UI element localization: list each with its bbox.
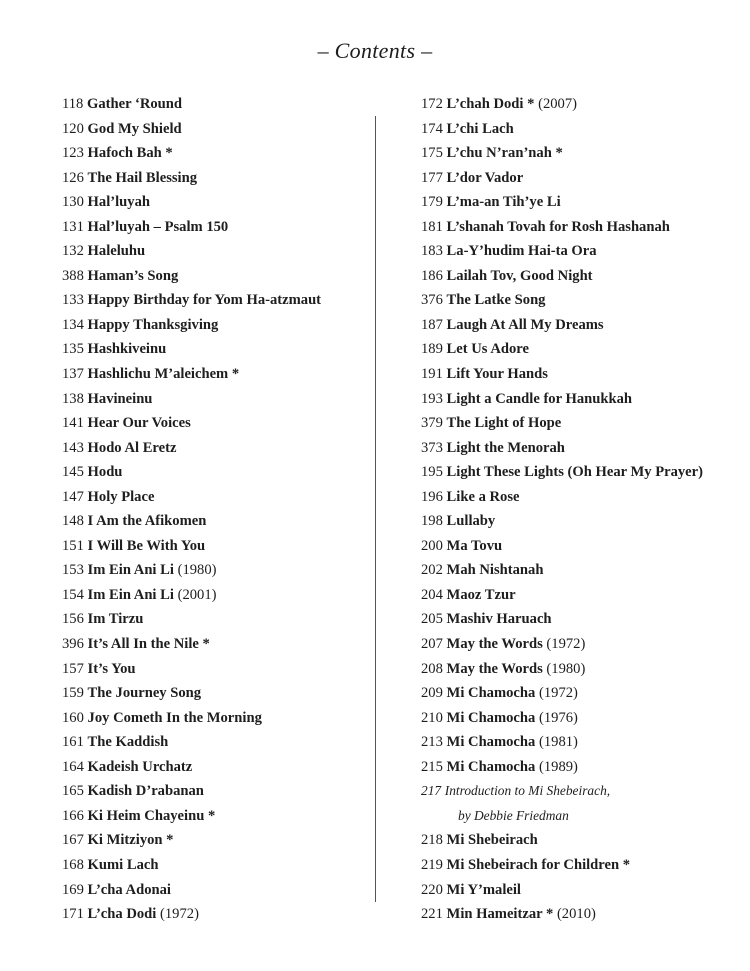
entry-title: Maoz Tzur — [446, 586, 516, 603]
contents-entry — [62, 166, 321, 191]
contents-entry — [62, 878, 321, 903]
entry-title: Joy Cometh In the Morning — [87, 709, 262, 726]
contents-entry — [62, 534, 321, 559]
contents-entry — [62, 239, 321, 264]
entry-title: The Latke Song — [446, 292, 546, 309]
entry-page-number: 177 — [421, 169, 443, 186]
contents-column-left — [62, 92, 321, 927]
entry-page-number: 138 — [62, 390, 84, 407]
entry-year: (1980) — [177, 562, 217, 579]
entry-page-number: 143 — [62, 439, 84, 456]
entry-page-number: 202 — [421, 562, 443, 579]
entry-page-number: 166 — [62, 807, 84, 824]
entry-title: Hal’luyah — [87, 194, 150, 211]
entry-page-number: 191 — [421, 366, 443, 383]
contents-entry — [62, 828, 321, 853]
entry-title: Ki Mitziyon * — [87, 832, 174, 849]
contents-entry — [62, 730, 321, 755]
contents-entry — [421, 730, 703, 755]
contents-entry — [62, 509, 321, 534]
entry-page-number: 145 — [62, 464, 84, 481]
entry-page-number: 165 — [62, 783, 84, 800]
entry-title: Ma Tovu — [446, 537, 503, 554]
contents-entry — [421, 92, 703, 117]
entry-page-number: 174 — [421, 120, 443, 137]
contents-entry — [421, 681, 703, 706]
entry-title: It’s You — [87, 660, 136, 677]
entry-page-number: 168 — [62, 856, 84, 873]
entry-page-number: 189 — [421, 341, 443, 358]
entry-title: Mi Shebeirach for Children * — [446, 856, 631, 873]
entry-title: Hashkiveinu — [87, 341, 167, 358]
entry-year: (1972) — [160, 906, 199, 923]
contents-entry — [421, 706, 703, 731]
entry-page-number: 187 — [421, 316, 443, 333]
entry-title: Im Ein Ani Li — [87, 586, 174, 603]
contents-entry — [421, 460, 703, 485]
entry-page-number: 213 — [421, 734, 443, 751]
entry-page-number: 147 — [62, 488, 84, 505]
entry-page-number: 137 — [62, 366, 84, 383]
entry-title: L’chah Dodi * — [446, 96, 535, 112]
entry-year: (1981) — [538, 734, 578, 751]
entry-title: Happy Birthday for Yom Ha-atzmaut — [87, 292, 322, 309]
entry-title: Kadeish Urchatz — [87, 758, 193, 775]
contents-entry — [62, 583, 321, 608]
entry-title: It’s All In the Nile * — [87, 636, 210, 653]
entry-page-number: 376 — [421, 292, 443, 309]
contents-entry — [62, 607, 321, 632]
entry-title: L’chi Lach — [446, 120, 514, 137]
entry-title: Hal’luyah – Psalm 150 — [87, 218, 229, 235]
entry-title: The Light of Hope — [446, 415, 562, 432]
entry-title: Mah Nishtanah — [446, 562, 544, 579]
entry-title: Laugh At All My Dreams — [446, 316, 604, 333]
entry-title: Hafoch Bah * — [87, 145, 173, 162]
entry-page-number: 193 — [421, 390, 443, 407]
entry-year: (1972) — [546, 636, 586, 653]
contents-entry — [421, 779, 703, 804]
contents-entry — [62, 657, 321, 682]
entry-page-number: 207 — [421, 636, 443, 653]
entry-page-number: 396 — [62, 636, 84, 653]
contents-entry — [62, 190, 321, 215]
entry-page-number: 175 — [421, 145, 443, 162]
entry-page-number: 181 — [421, 218, 443, 235]
contents-entry — [421, 264, 703, 289]
entry-title: Light These Lights (Oh Hear My Prayer) — [446, 464, 703, 481]
entry-title: Lift Your Hands — [446, 366, 548, 383]
entry-page-number: 171 — [62, 906, 84, 923]
entry-page-number: 159 — [62, 685, 84, 702]
entry-title: Light a Candle for Hanukkah — [446, 390, 632, 407]
entry-page-number: 153 — [62, 562, 84, 579]
contents-entry — [421, 607, 703, 632]
contents-entry — [421, 632, 703, 657]
entry-title: May the Words — [446, 636, 543, 653]
entry-page-number: 151 — [62, 537, 84, 554]
entry-page-number: 379 — [421, 415, 443, 432]
contents-entry — [421, 583, 703, 608]
contents-entry — [62, 264, 321, 289]
entry-title: Mashiv Haruach — [446, 611, 552, 628]
entry-title: L’cha Dodi — [87, 906, 157, 923]
contents-entry — [421, 804, 703, 829]
contents-entry — [421, 755, 703, 780]
contents-entry — [62, 558, 321, 583]
contents-entry — [62, 804, 321, 829]
entry-page-number: 133 — [62, 292, 84, 309]
entry-title: Hodu — [87, 464, 123, 481]
contents-entry — [421, 436, 703, 461]
entry-page-number: 131 — [62, 218, 84, 235]
entry-title: Haleluhu — [87, 243, 146, 260]
entry-page-number: 204 — [421, 586, 443, 603]
contents-entry — [421, 387, 703, 412]
entry-title: Holy Place — [87, 488, 155, 505]
contents-entry — [421, 166, 703, 191]
entry-page-number: 156 — [62, 611, 84, 628]
entry-title: Mi Chamocha — [446, 758, 536, 775]
entry-page-number: 218 — [421, 832, 443, 849]
entry-title: by Debbie Friedman — [458, 807, 569, 823]
entry-title: The Journey Song — [87, 685, 202, 702]
entry-page-number: 219 — [421, 856, 443, 873]
entry-title: Lullaby — [446, 513, 496, 530]
entry-page-number: 148 — [62, 513, 84, 530]
contents-entry — [421, 534, 703, 559]
contents-entry — [62, 902, 321, 927]
contents-entry — [421, 902, 703, 927]
entry-title: Like a Rose — [446, 488, 520, 505]
entry-page-number: 200 — [421, 537, 443, 554]
entry-page-number: 209 — [421, 685, 443, 702]
contents-entry — [62, 460, 321, 485]
contents-entry — [62, 215, 321, 240]
page-title: – Contents – — [317, 38, 433, 63]
contents-entry — [421, 313, 703, 338]
entry-year: (1980) — [546, 660, 586, 677]
entry-title: May the Words — [446, 660, 543, 677]
entry-page-number: 172 — [421, 96, 443, 112]
entry-title: Ki Heim Chayeinu * — [87, 807, 216, 824]
entry-title: L’shanah Tovah for Rosh Hashanah — [446, 218, 670, 235]
entry-page-number: 388 — [62, 267, 84, 284]
contents-entry — [62, 681, 321, 706]
entry-title: Hashlichu M’aleichem * — [87, 366, 240, 383]
contents-entry — [62, 853, 321, 878]
entry-year: (2010) — [556, 906, 596, 923]
contents-entry — [62, 485, 321, 510]
column-divider — [375, 116, 376, 902]
entry-title: La-Y’hudim Hai-ta Ora — [446, 243, 597, 260]
contents-entry — [421, 558, 703, 583]
entry-page-number: 196 — [421, 488, 443, 505]
entry-page-number: 141 — [62, 415, 84, 432]
entry-page-number: 130 — [62, 194, 84, 211]
entry-page-number: 198 — [421, 513, 443, 530]
entry-page-number: 179 — [421, 194, 443, 211]
entry-title: Lailah Tov, Good Night — [446, 267, 593, 284]
contents-entry — [62, 313, 321, 338]
contents-entry — [421, 485, 703, 510]
entry-page-number: 220 — [421, 881, 443, 898]
entry-title: Mi Shebeirach — [446, 832, 538, 849]
entry-page-number: 373 — [421, 439, 443, 456]
entry-title: L’chu N’ran’nah * — [446, 145, 563, 162]
contents-entry — [62, 117, 321, 142]
entry-page-number: 215 — [421, 758, 443, 775]
entry-title: I Am the Afikomen — [87, 513, 207, 530]
entry-page-number: 195 — [421, 464, 443, 481]
contents-entry — [62, 436, 321, 461]
entry-page-number: 154 — [62, 586, 84, 603]
contents-entry — [62, 387, 321, 412]
entry-title: L’cha Adonai — [87, 881, 171, 898]
entry-title: Light the Menorah — [446, 439, 565, 456]
entry-page-number: 161 — [62, 734, 84, 751]
contents-entry — [421, 141, 703, 166]
entry-title: Havineinu — [87, 390, 153, 407]
entry-page-number: 132 — [62, 243, 84, 260]
entry-title: Happy Thanksgiving — [87, 316, 219, 333]
contents-column-right — [421, 92, 703, 927]
entry-title: Let Us Adore — [446, 341, 529, 358]
entry-page-number: 169 — [62, 881, 84, 898]
entry-page-number: 221 — [421, 906, 443, 923]
contents-entry — [421, 828, 703, 853]
entry-title: Mi Chamocha — [446, 685, 536, 702]
contents-entry — [62, 92, 321, 117]
entry-page-number: 183 — [421, 243, 443, 260]
entry-page-number: 208 — [421, 660, 443, 677]
entry-title: Im Ein Ani Li — [87, 562, 174, 579]
entry-title: Mi Y’maleil — [446, 881, 521, 898]
entry-page-number: 118 — [62, 96, 84, 112]
contents-entry — [62, 755, 321, 780]
entry-title: Im Tirzu — [87, 611, 144, 628]
contents-entry — [421, 362, 703, 387]
entry-year: (1972) — [538, 685, 578, 702]
entry-year: (1976) — [538, 709, 578, 726]
entry-title: Introduction to Mi Shebeirach, — [444, 783, 611, 799]
entry-page-number: 164 — [62, 758, 84, 775]
entry-title: God My Shield — [87, 120, 182, 137]
contents-entry — [421, 411, 703, 436]
entry-title: The Kaddish — [87, 734, 169, 751]
entry-page-number: 135 — [62, 341, 84, 358]
contents-entry — [421, 853, 703, 878]
entry-title: L’ma-an Tih’ye Li — [446, 194, 561, 211]
entry-page-number: 134 — [62, 316, 84, 333]
contents-entry — [62, 779, 321, 804]
contents-entry — [62, 411, 321, 436]
contents-entry — [62, 706, 321, 731]
contents-entry — [62, 362, 321, 387]
entry-title: Haman’s Song — [87, 267, 179, 284]
contents-entry — [421, 190, 703, 215]
entry-title: Gather ‘Round — [87, 96, 183, 112]
contents-entry — [421, 215, 703, 240]
entry-page-number: 205 — [421, 611, 443, 628]
entry-title: I Will Be With You — [87, 537, 206, 554]
entry-page-number: 167 — [62, 832, 84, 849]
contents-entry — [421, 878, 703, 903]
contents-entry — [62, 141, 321, 166]
entry-title: Mi Chamocha — [446, 734, 536, 751]
entry-page-number: 126 — [62, 169, 84, 186]
entry-title: Hear Our Voices — [87, 415, 191, 432]
contents-entry — [421, 239, 703, 264]
contents-entry — [62, 337, 321, 362]
entry-page-number: 186 — [421, 267, 443, 284]
entry-title: Hodo Al Eretz — [87, 439, 177, 456]
contents-entry — [421, 509, 703, 534]
entry-year: (2001) — [177, 586, 217, 603]
entry-title: Min Hameitzar * — [446, 906, 554, 923]
contents-entry — [62, 288, 321, 313]
entry-page-number: 217 — [421, 783, 442, 799]
entry-year: (2007) — [538, 96, 577, 112]
contents-entry — [421, 288, 703, 313]
entry-title: The Hail Blessing — [87, 169, 198, 186]
entry-page-number: 210 — [421, 709, 443, 726]
entry-title: Mi Chamocha — [446, 709, 536, 726]
contents-entry — [62, 632, 321, 657]
contents-entry — [421, 657, 703, 682]
contents-entry — [421, 117, 703, 142]
entry-page-number: 160 — [62, 709, 84, 726]
entry-page-number: 123 — [62, 145, 84, 162]
entry-page-number: 120 — [62, 120, 84, 137]
entry-title: L’dor Vador — [446, 169, 524, 186]
entry-year: (1989) — [538, 758, 578, 775]
contents-entry — [421, 337, 703, 362]
entry-page-number: 157 — [62, 660, 84, 677]
entry-title: Kadish D’rabanan — [87, 783, 204, 800]
entry-title: Kumi Lach — [87, 856, 159, 873]
